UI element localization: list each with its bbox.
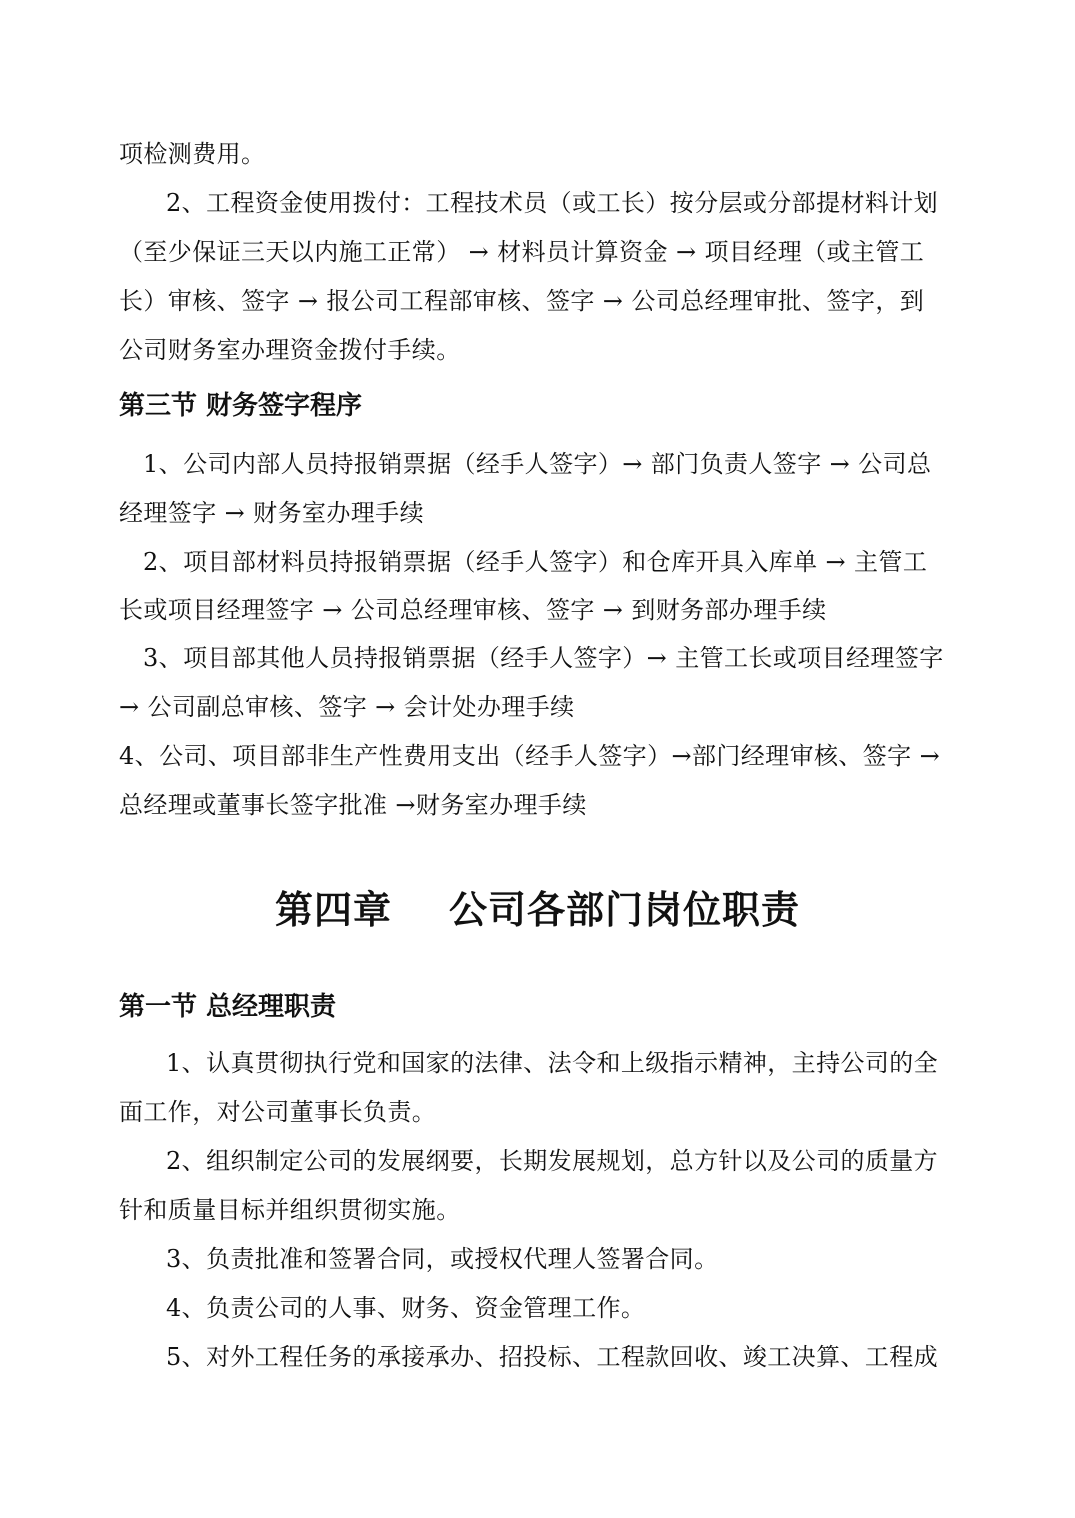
text-line: （至少保证三天以内施工正常） → 材料员计算资金 → 项目经理（或主管工 — [119, 238, 925, 266]
text-line: 5、对外工程任务的承接承办、招投标、工程款回收、竣工决算、工程成 — [166, 1343, 939, 1371]
text-line: 2、组织制定公司的发展纲要，长期发展规划，总方针以及公司的质量方 — [166, 1147, 939, 1175]
text-line: 3、项目部其他人员持报销票据（经手人签字）→ 主管工长或项目经理签字 — [143, 644, 944, 672]
text-line: → 公司副总审核、签字 → 会计处办理手续 — [119, 693, 575, 721]
text-line: 长）审核、签字 → 报公司工程部审核、签字 → 公司总经理审批、签字，到 — [119, 287, 925, 315]
text-line: 经理签字 → 财务室办理手续 — [119, 499, 424, 527]
text-line: 3、负责批准和签署合同，或授权代理人签署合同。 — [166, 1245, 719, 1273]
text-line: 项检测费用。 — [119, 140, 266, 168]
chapter-title: 第四章 公司各部门岗位职责 — [275, 888, 800, 932]
text-line: 1、公司内部人员持报销票据（经手人签字）→ 部门负责人签字 → 公司总 — [143, 450, 932, 478]
text-line: 面工作，对公司董事长负责。 — [119, 1098, 437, 1126]
section-title: 第一节 总经理职责 — [119, 992, 337, 1022]
text-line: 2、项目部材料员持报销票据（经手人签字）和仓库开具入库单 → 主管工 — [143, 548, 928, 576]
text-line: 4、负责公司的人事、财务、资金管理工作。 — [166, 1294, 646, 1322]
text-line: 1、认真贯彻执行党和国家的法律、法令和上级指示精神，主持公司的全 — [166, 1049, 939, 1077]
text-line: 针和质量目标并组织贯彻实施。 — [119, 1196, 461, 1224]
section-title: 第三节 财务签字程序 — [119, 391, 363, 421]
text-line: 长或项目经理签字 → 公司总经理审核、签字 → 到财务部办理手续 — [119, 596, 827, 624]
text-line: 2、工程资金使用拨付：工程技术员（或工长）按分层或分部提材料计划 — [166, 189, 939, 217]
text-line: 公司财务室办理资金拨付手续。 — [119, 336, 461, 364]
text-line: 总经理或董事长签字批准 →财务室办理手续 — [119, 791, 587, 819]
text-line: 4、公司、项目部非生产性费用支出（经手人签字）→部门经理审核、签字 → — [119, 742, 941, 770]
